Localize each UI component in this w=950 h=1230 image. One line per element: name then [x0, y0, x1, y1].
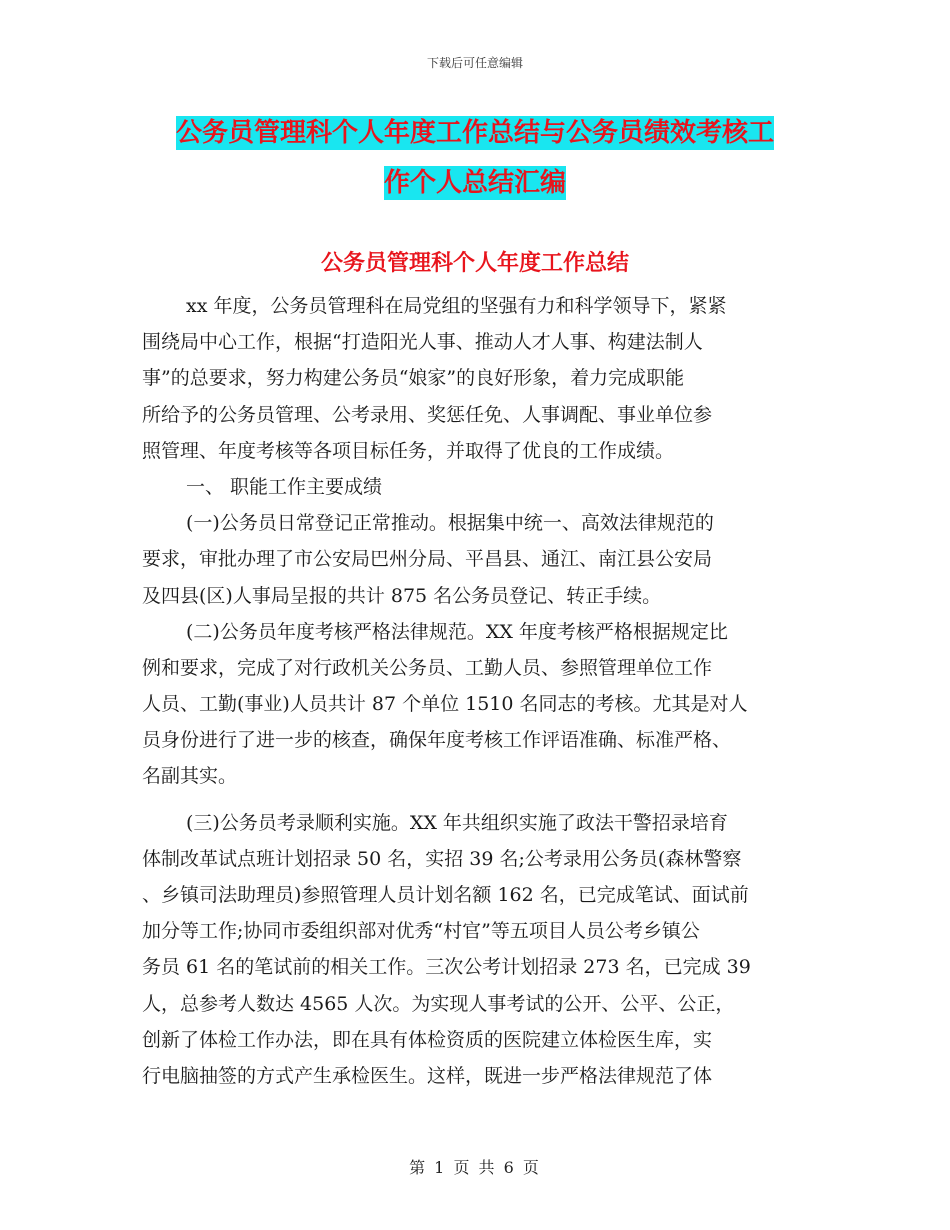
paragraph-line: 名副其实。	[142, 765, 238, 788]
paragraph-line: 例和要求，完成了对行政机关公务员、工勤人员、参照管理单位工作	[142, 656, 713, 679]
paragraph-line: (三)公务员考录顺利实施。XX 年共组织实施了政法干警招录培育	[186, 811, 728, 834]
paragraph-line: xx 年度，公务员管理科在局党组的坚强有力和科学领导下，紧紧	[186, 295, 727, 317]
paragraph-line: 、乡镇司法助理员)参照管理人员计划名额 162 名，已完成笔试、面试前	[142, 884, 749, 906]
paragraph-line: 及四县(区)人事局呈报的共计 875 名公务员登记、转正手续。	[142, 584, 662, 607]
paragraph-line: 务员 61 名的笔试前的相关工作。三次公考计划招录 273 名，已完成 39	[142, 956, 751, 979]
paragraph-line: 要求，审批办理了市公安局巴州分局、平昌县、通江、南江县公安局	[142, 548, 713, 571]
paragraph-line: 事”的总要求，努力构建公务员“娘家”的良好形象，着力完成职能	[142, 367, 685, 390]
paragraph-line: 体制改革试点班计划招录 50 名，实招 39 名;公考录用公务员(森林警察	[142, 847, 742, 870]
heading-line: 一、 职能工作主要成绩	[186, 475, 383, 498]
document-title	[0, 108, 950, 208]
section-title: 公务员管理科个人年度工作总结	[320, 251, 629, 276]
body-text	[142, 288, 807, 1094]
paragraph-line: 员身份进行了进一步的核查，确保年度考核工作评语准确、标准严格、	[142, 729, 732, 752]
page-footer: 第 1 页 共 6 页	[409, 1158, 541, 1177]
paragraph-line: (二)公务员年度考核严格法律规范。XX 年度考核严格根据规定比	[186, 620, 728, 643]
paragraph-line: 行电脑抽签的方式产生承检医生。这样，既进一步严格法律规范了体	[142, 1064, 713, 1087]
paragraph-gap	[142, 795, 807, 805]
paragraph-line: 创新了体检工作办法，即在具有体检资质的医院建立体检医生库，实	[142, 1028, 713, 1051]
paragraph-line: 人，总参考人数达 4565 人次。为实现人事考试的公开、公平、公正，	[142, 992, 735, 1015]
paragraph-line: (一)公务员日常登记正常推动。根据集中统一、高效法律规范的	[186, 512, 714, 535]
header-note: 下载后可任意编辑	[426, 56, 523, 70]
paragraph-line: 人员、工勤(事业)人员共计 87 个单位 1510 名同志的考核。尤其是对人	[142, 693, 748, 716]
document-title-line-1: 公务员管理科个人年度工作总结与公务员绩效考核工	[175, 118, 774, 148]
paragraph-line: 围绕局中心工作，根据“打造阳光人事、推动人才人事、构建法制人	[142, 331, 703, 354]
paragraph-line: 所给予的公务员管理、公考录用、奖惩任免、人事调配、事业单位参	[142, 403, 713, 426]
document-title-line-2: 作个人总结汇编	[383, 168, 566, 198]
paragraph-line: 照管理、年度考核等各项目标任务，并取得了优良的工作成绩。	[142, 439, 675, 462]
paragraph-line: 加分等工作;协同市委组织部对优秀“村官”等五项目人员公考乡镇公	[142, 920, 700, 943]
